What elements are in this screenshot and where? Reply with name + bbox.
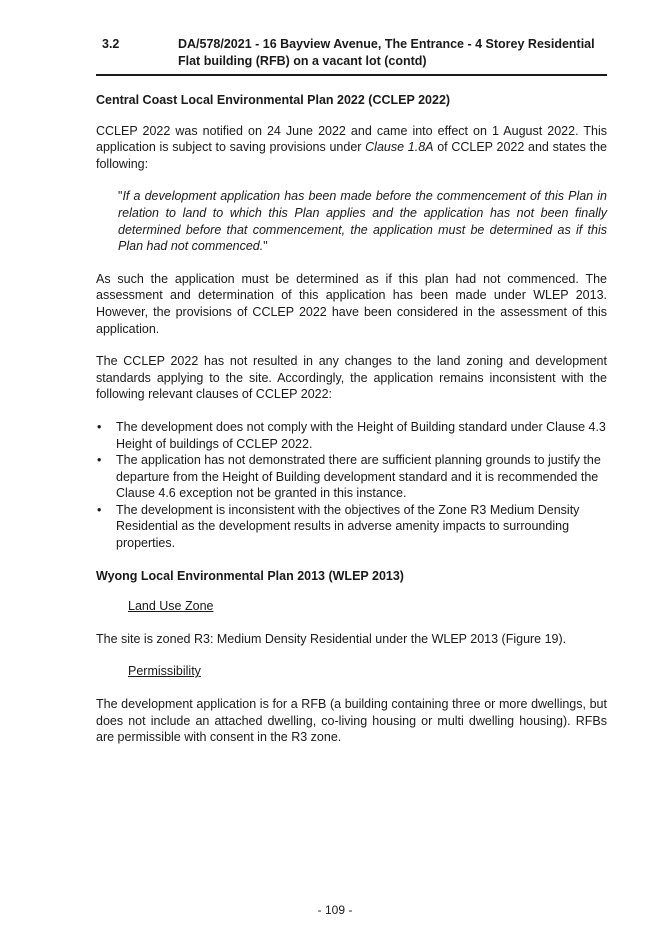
- list-item: • The development does not comply with the Height of Building standard under Clause 4.3 Height of buildings of CCLEP 2022.: [96, 419, 607, 452]
- saving-provision-quote: [118, 188, 607, 254]
- cclep-paragraph-1-before: CCLEP 2022 was notified on 24 June 2022 and came into effect on 1 August 2022. This application is subject to saving provisions under: [96, 123, 607, 155]
- cclep-heading: Central Coast Local Environmental Plan 2022 (CCLEP 2022): [96, 93, 451, 107]
- permissibility-subheading: Permissibility: [128, 664, 201, 679]
- cclep-paragraph-1: [96, 123, 607, 173]
- quote-text: If a development application has been made before the commencement of this Plan in relation to land to which this Plan applies and the application has not been finally determined before that commencement, the application must be determined as if this Plan had not commenced.: [118, 189, 607, 254]
- cclep-paragraph-2: As such the application must be determined as if this plan had not commenced. The assessment and determination of this application has been made under WLEP 2013. However, the provisions of CCLEP 2022 have been considered in the assessment of this application.: [96, 271, 607, 336]
- quote-open-mark: ": [118, 189, 123, 204]
- cclep-paragraph-1-after: of CCLEP 2022 and states the following:: [96, 140, 608, 171]
- cclep-paragraph-3: The CCLEP 2022 has not resulted in any changes to the land zoning and development standards applying to the site. Accordingly, the application remains inconsistent with the following relevant clauses of CCLEP 2022:: [96, 354, 607, 402]
- document-body: [96, 92, 607, 762]
- page-number: - 109 -: [317, 903, 353, 917]
- header-row: [96, 36, 607, 70]
- wlep-paragraph-1: The site is zoned R3: Medium Density Residential under the WLEP 2013 (Figure 19).: [96, 631, 567, 646]
- item-title: [178, 36, 607, 70]
- inconsistency-list: [96, 419, 607, 552]
- quote-close-mark: ": [263, 239, 268, 254]
- item-title-line1: DA/578/2021 - 16 Bayview Avenue, The Entrance - 4 Storey Residential: [178, 37, 595, 51]
- item-number: 3.2: [102, 37, 120, 51]
- land-use-zone-subheading: Land Use Zone: [128, 599, 214, 614]
- clause-reference: Clause 1.8A: [365, 140, 434, 155]
- item-title-line2: Flat building (RFB) on a vacant lot (contd): [178, 54, 427, 68]
- list-item: • The application has not demonstrated there are sufficient planning grounds to justify the departure from the Height of Building development standard and it is recommended the Clause 4.6 exception not be granted in this instance.: [96, 452, 607, 502]
- page-header: [96, 36, 607, 76]
- wlep-paragraph-2: The development application is for a RFB (a building containing three or more dwellings, but does not include an attached dwelling, co-living housing or multi dwelling housing). RFBs are permissible with consent in the R3 zone.: [96, 697, 607, 745]
- list-item: • The development is inconsistent with the objectives of the Zone R3 Medium Density Residential as the development results in adverse amenity impacts to surrounding properties.: [96, 502, 607, 552]
- wlep-heading: Wyong Local Environmental Plan 2013 (WLEP 2013): [96, 568, 404, 583]
